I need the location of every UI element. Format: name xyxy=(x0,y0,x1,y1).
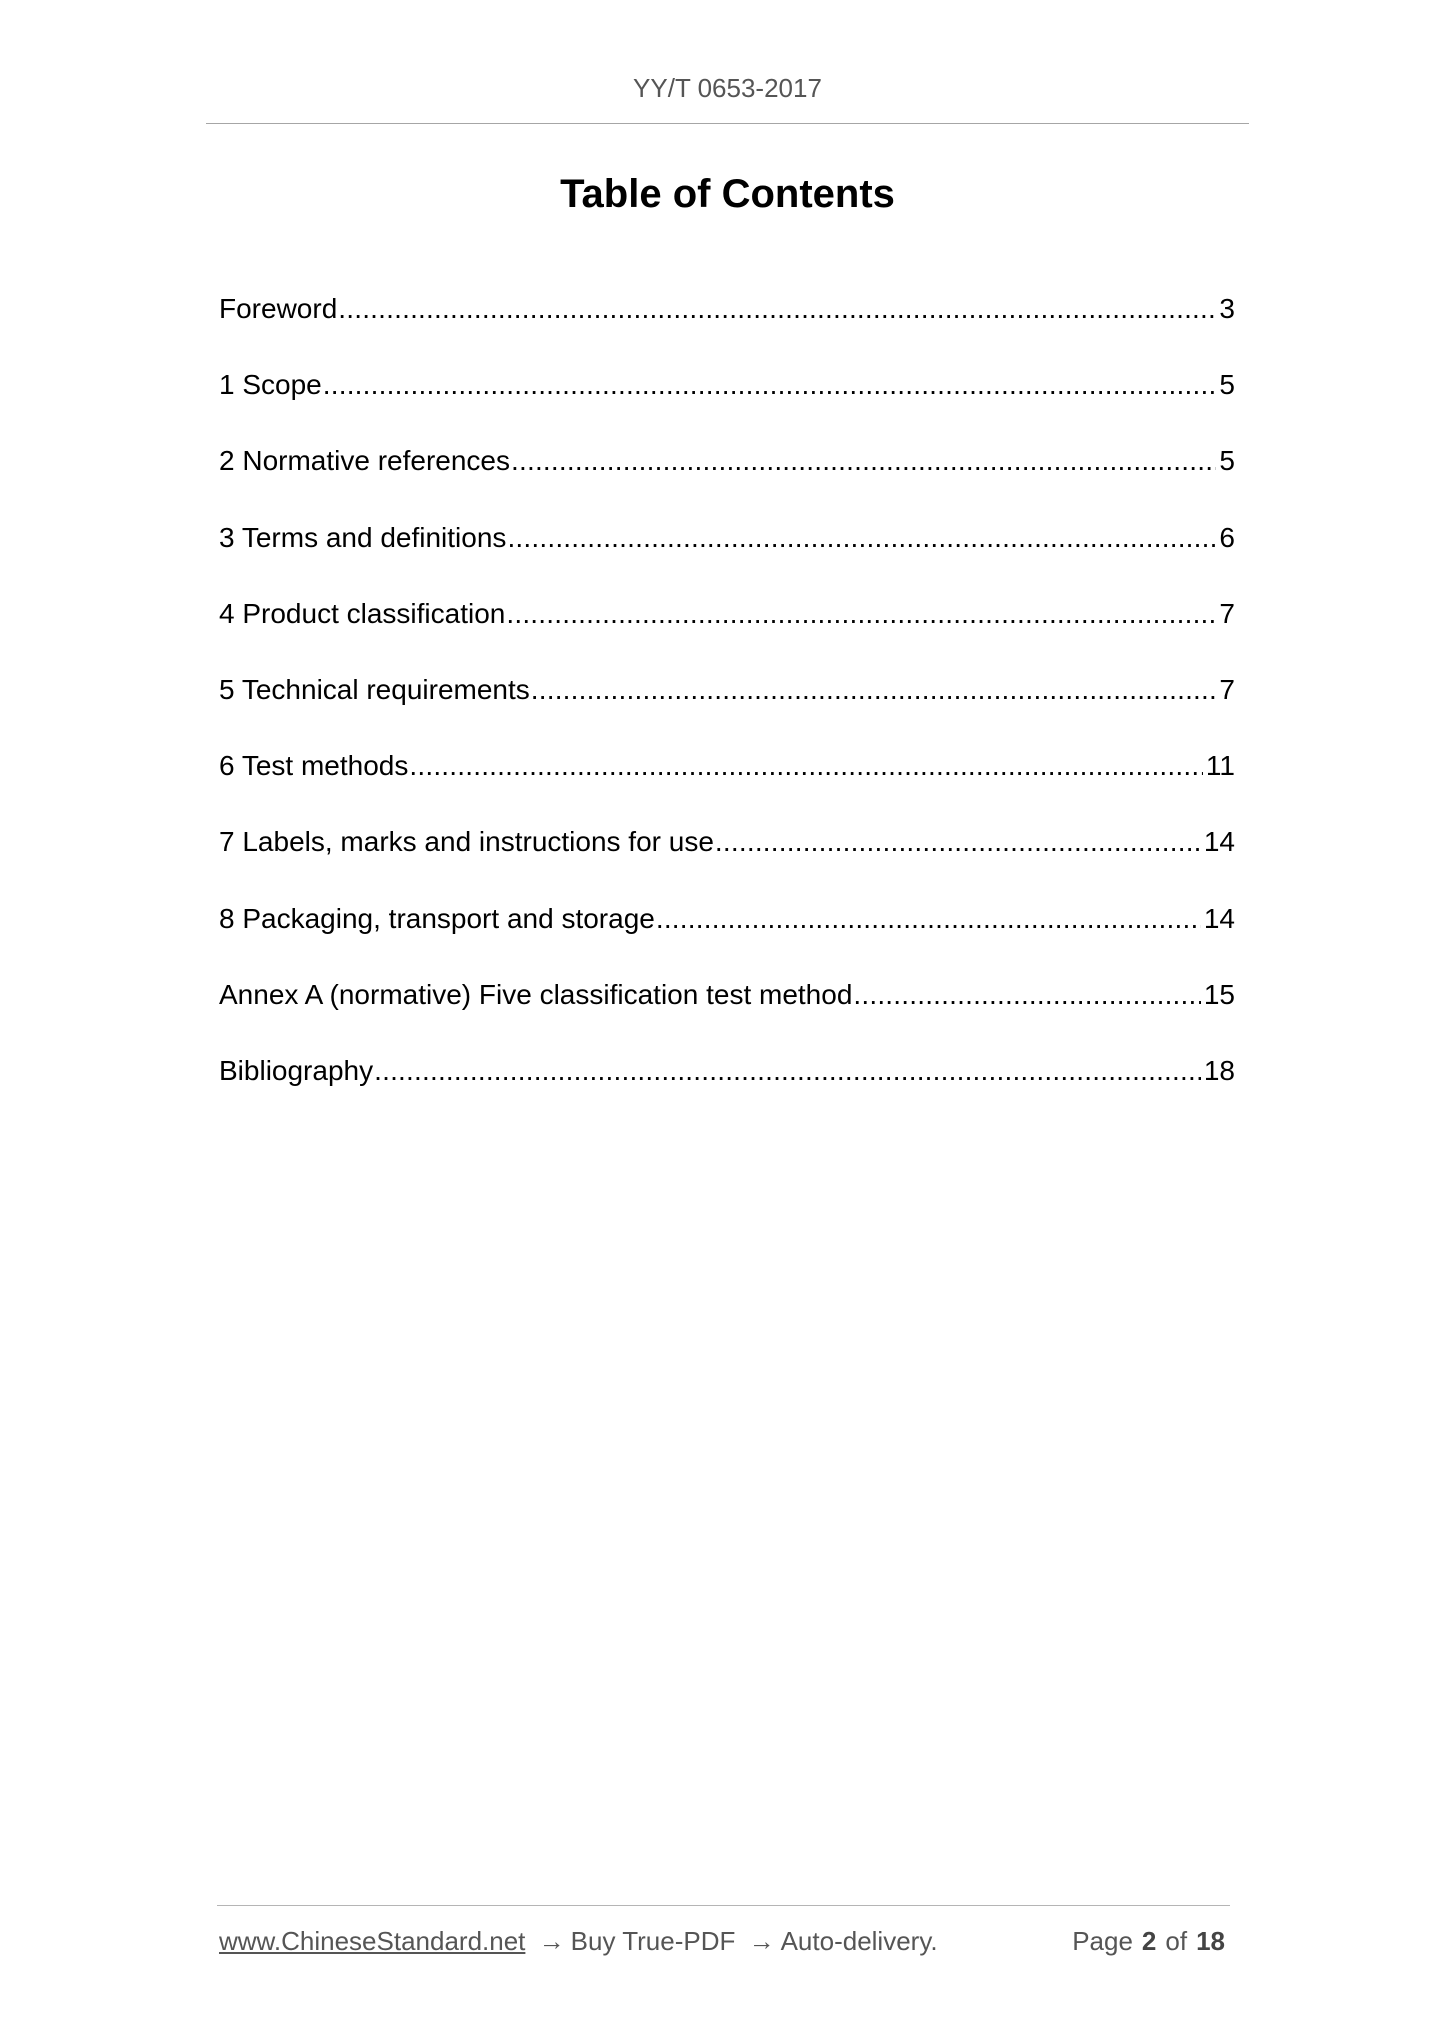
page-indicator xyxy=(1072,1924,1225,1958)
page-label: Page xyxy=(1072,1926,1133,1956)
arrow-right-icon: → xyxy=(748,1926,775,1956)
dot-leader xyxy=(506,576,1216,652)
table-of-contents xyxy=(219,271,1235,1109)
dot-leader xyxy=(511,423,1216,499)
toc-entry-product-classification[interactable] xyxy=(219,576,1235,652)
toc-entry-annex-a[interactable] xyxy=(219,957,1235,1033)
toc-entry-label: 4 Product classification xyxy=(219,597,506,629)
toc-entry-labels-marks-instructions[interactable] xyxy=(219,804,1235,880)
buy-true-pdf-text: Buy True-PDF xyxy=(570,1926,736,1956)
arrow-right-icon: → xyxy=(538,1926,565,1956)
toc-entry-label: Annex A (normative) Five classification test method xyxy=(219,978,853,1010)
dot-leader xyxy=(715,804,1201,880)
toc-page-number: 6 xyxy=(1219,521,1235,553)
toc-entry-test-methods[interactable] xyxy=(219,728,1235,804)
toc-page-number: 11 xyxy=(1205,750,1235,782)
dot-leader xyxy=(531,652,1217,728)
toc-entry-label: 8 Packaging, transport and storage xyxy=(219,902,655,934)
toc-entry-label: 6 Test methods xyxy=(219,750,409,782)
toc-entry-label: 2 Normative references xyxy=(219,445,511,477)
dot-leader xyxy=(507,500,1216,576)
toc-entry-label: Foreword xyxy=(219,293,338,324)
toc-entry-label: 3 Terms and definitions xyxy=(219,521,507,553)
dot-leader xyxy=(656,881,1201,957)
toc-page-number: 3 xyxy=(1219,293,1235,324)
toc-entry-terms-and-definitions[interactable] xyxy=(219,500,1235,576)
dot-leader xyxy=(338,271,1216,347)
toc-page-number: 14 xyxy=(1203,826,1235,858)
toc-page-number: 5 xyxy=(1219,369,1235,401)
dot-leader xyxy=(853,957,1200,1033)
total-pages-number: 18 xyxy=(1196,1926,1225,1956)
toc-entry-foreword[interactable] xyxy=(219,271,1235,347)
toc-page-number: 15 xyxy=(1203,978,1235,1010)
footer-divider xyxy=(217,1905,1230,1906)
header-divider xyxy=(206,123,1249,124)
footer-promo xyxy=(219,1924,938,1958)
toc-entry-packaging-transport-storage[interactable] xyxy=(219,881,1235,957)
dot-leader xyxy=(409,728,1203,804)
toc-page-number: 5 xyxy=(1219,445,1235,477)
website-link[interactable]: www.ChineseStandard.net xyxy=(219,1926,526,1956)
page-of-label: of xyxy=(1165,1926,1188,1956)
toc-entry-bibliography[interactable] xyxy=(219,1033,1235,1109)
toc-entry-scope[interactable] xyxy=(219,347,1235,423)
toc-entry-label: 7 Labels, marks and instructions for use xyxy=(219,826,714,858)
dot-leader xyxy=(323,347,1217,423)
toc-entry-label: 5 Technical requirements xyxy=(219,673,530,705)
page-title: Table of Contents xyxy=(560,172,895,216)
toc-page-number: 7 xyxy=(1219,597,1235,629)
toc-page-number: 14 xyxy=(1203,902,1235,934)
document-number-header: YY/T 0653-2017 xyxy=(633,73,822,103)
toc-page-number: 7 xyxy=(1219,673,1235,705)
toc-entry-normative-references[interactable] xyxy=(219,423,1235,499)
current-page-number: 2 xyxy=(1141,1926,1157,1956)
toc-entry-technical-requirements[interactable] xyxy=(219,652,1235,728)
auto-delivery-text: Auto-delivery. xyxy=(780,1926,938,1956)
dot-leader xyxy=(374,1033,1201,1109)
toc-entry-label: 1 Scope xyxy=(219,369,322,401)
toc-page-number: 18 xyxy=(1203,1054,1235,1086)
toc-entry-label: Bibliography xyxy=(219,1054,374,1086)
